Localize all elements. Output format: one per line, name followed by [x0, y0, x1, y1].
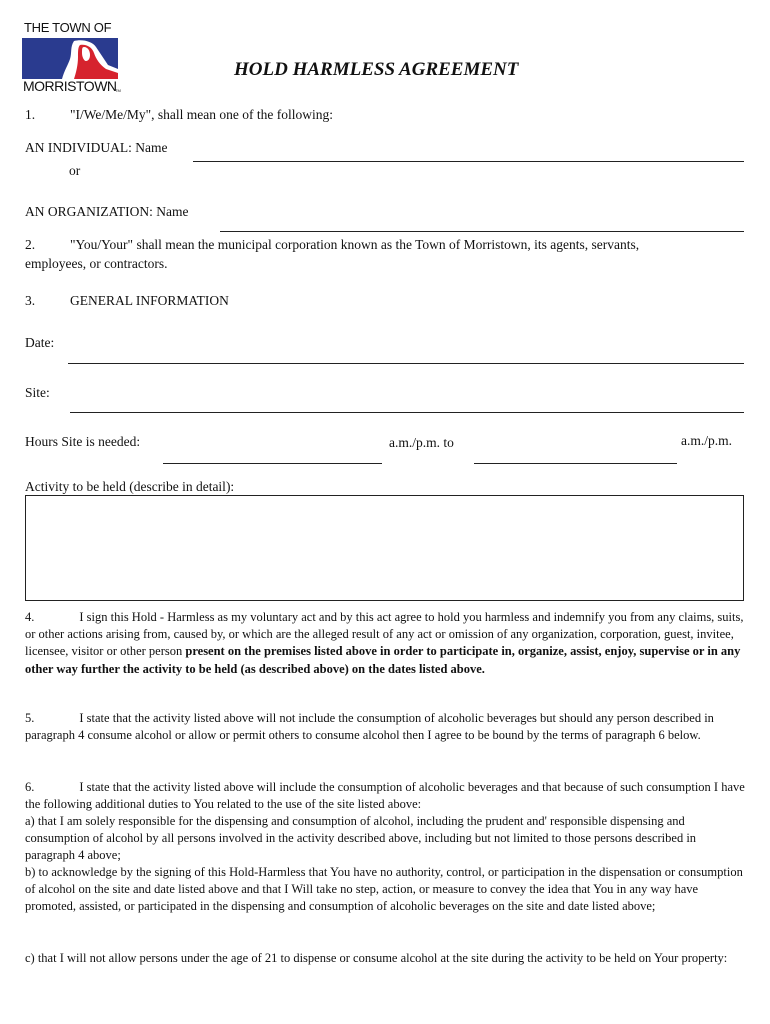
section-6-text: I state that the activity listed above will include the consumption of alcoholic beverages and that because of such consumption I have the following additional duties to You related to the use of the site listed above: [25, 780, 745, 812]
section-6-item-c: c) that I will not allow persons under the age of 21 to dispense or consume alcohol at the site during the activity to be held on Your property: [25, 951, 728, 965]
or-text: or [69, 163, 81, 178]
section-2-number: 2. [25, 237, 36, 252]
logo-bottom-text: MORRISTOWN [23, 78, 117, 94]
section-2-text-line2: employees, or contractors. [25, 256, 168, 271]
logo-emblem-icon [22, 35, 118, 79]
logo-top-text: THE TOWN OF [24, 20, 112, 35]
date-label: Date: [25, 335, 55, 350]
hours-label: Hours Site is needed: [25, 434, 141, 449]
section-6-item-b: b) to acknowledge by the signing of this Hold-Harmless that You have no authority, control, or participation in the dispensation or consumption of alcohol on the site and date listed above and that I Will take no step, action, or measure to convey the idea that You in any way have promoted, assisted, or participated in the dispensing and consumption of alcoholic beverages on the site and date listed above; [25, 865, 743, 914]
section-4-bold-text: present on the premises listed above in order to participate in, organize, assist, enjoy, supervise or in any other way further the activity to be held (as described above) on the dates listed above. [25, 644, 741, 676]
ampm-end-text: a.m./p.m. [681, 433, 732, 448]
town-logo [22, 20, 122, 95]
page-title: HOLD HARMLESS AGREEMENT [234, 59, 519, 80]
date-field[interactable] [68, 363, 744, 364]
section-6-item-a: a) that I am solely responsible for the dispensing and consumption of alcohol, including the prudent and' responsible dispensing and consumption of alcohol by all persons involved in the activity described above, including but not limited to those persons described in paragraph 4 above; [25, 814, 697, 863]
ampm-to-text: a.m./p.m. to [389, 435, 454, 450]
hours-end-field[interactable] [474, 463, 677, 464]
site-label: Site: [25, 385, 50, 400]
section-6-number: 6. [25, 780, 35, 794]
section-5-number: 5. [25, 711, 35, 725]
hours-start-field[interactable] [163, 463, 382, 464]
section-5-paragraph [25, 710, 747, 744]
individual-name-label: AN INDIVIDUAL: Name [25, 140, 168, 155]
organization-name-field[interactable] [220, 231, 744, 232]
section-5-text: I state that the activity listed above will not include the consumption of alcoholic beverages but should any person described in paragraph 4 consume alcohol or allow or permit others to consume alcohol then I agree to be bound by the terms of paragraph 6 below. [25, 711, 714, 743]
section-6-paragraph [25, 779, 747, 813]
logo-tm: TM [115, 88, 121, 93]
activity-description-field[interactable] [25, 495, 744, 601]
section-3-heading: GENERAL INFORMATION [70, 293, 229, 308]
section-1-number: 1. [25, 107, 36, 122]
section-3-number: 3. [25, 293, 36, 308]
section-4-paragraph [25, 609, 747, 678]
section-4-text: I sign this Hold - Harmless as my voluntary act and by this act agree to hold you harmless and indemnify you from any claims, suits, or other actions arising from, caused by, or which are the alleged result of any act or omission of any organization, corporation, guest, invitee, licensee, visitor or other person [25, 610, 744, 659]
site-field[interactable] [70, 412, 744, 413]
section-4-number: 4. [25, 610, 35, 624]
section-1-text: "I/We/Me/My", shall mean one of the following: [70, 107, 334, 122]
section-2-text-line1: "You/Your" shall mean the municipal corporation known as the Town of Morristown, its agents, servants, [70, 237, 640, 252]
activity-label: Activity to be held (describe in detail): [25, 479, 235, 494]
organization-name-label: AN ORGANIZATION: Name [25, 204, 189, 219]
individual-name-field[interactable] [193, 161, 744, 162]
